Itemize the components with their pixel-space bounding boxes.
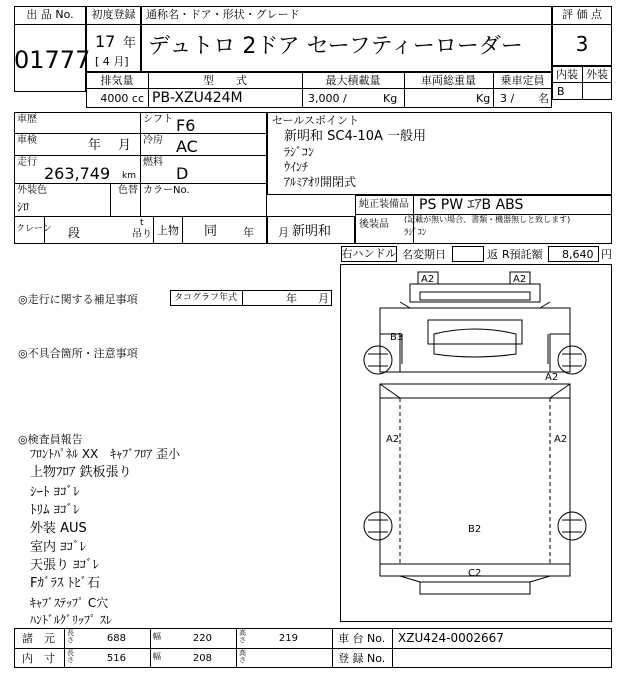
aftermarket-label: 後装品 — [359, 219, 389, 230]
chassis-number: XZU424-0002667 — [398, 631, 504, 645]
interior-dim-label: 内 寸 — [22, 652, 55, 665]
exterior-color-label: 外装色 — [17, 185, 47, 196]
recycle-label: R預託額 — [502, 248, 543, 261]
inspector-line-5: 外装 AUS — [30, 521, 87, 536]
chassis-label: 車 台 No. — [338, 632, 386, 645]
interior-length: 516 — [106, 653, 126, 664]
rear-right-wheel — [558, 512, 586, 540]
max-load-value: 3,000 / — [308, 92, 347, 105]
color-code-label: カラーNo. — [143, 185, 190, 196]
rating-score: 3 — [575, 32, 589, 56]
inspector-line-9: ｷｬﾌﾞｽﾃｯﾌﾟ C穴 — [30, 596, 109, 610]
interior-grade: B — [557, 85, 565, 98]
shaken-label: 車検 — [17, 135, 37, 146]
mileage-value: 263,749 — [44, 164, 111, 183]
aftermarket-note: (記載が無い場合、書類・機器無しと致します) — [404, 215, 571, 224]
interior-label: 内装 — [556, 68, 578, 81]
fuel-label: 燃料 — [143, 157, 163, 168]
lot-number: 01777 — [14, 46, 91, 74]
mark-front-right: A2 — [513, 274, 527, 285]
inspector-line-2: 上物ﾌﾛｱ 鉄板張り — [30, 465, 132, 480]
exterior-label: 外装 — [586, 68, 608, 81]
specs-dim-label: 諸 元 — [22, 632, 55, 645]
tacho-year-unit: 年 — [286, 292, 297, 305]
truck-damage-diagram — [340, 264, 612, 622]
shaken-year-unit: 年 — [88, 138, 102, 153]
history-label: 車歴 — [17, 114, 37, 125]
mileage-unit: km — [122, 171, 136, 181]
inspector-line-3: ｼｰﾄ ﾖｺﾞﾚ — [30, 485, 80, 500]
capacity-value: 3 / — [500, 92, 515, 105]
capacity-unit: 名 — [538, 92, 549, 105]
mileage-label: 走行 — [17, 157, 37, 168]
rear-gate — [420, 582, 530, 594]
spec-height: 219 — [278, 633, 298, 644]
equipment-label: 純正装備品 — [359, 199, 409, 210]
crane-stage: 段 — [68, 226, 81, 240]
model-label: 型 式 — [203, 74, 247, 87]
inspector-line-7: 天張り ﾖｺﾞﾚ — [30, 558, 100, 573]
fuel-value: D — [176, 164, 189, 183]
mark-cab: B3 — [390, 332, 404, 343]
height-label-1: 高さ — [239, 629, 246, 644]
front-right-wheel — [558, 346, 586, 374]
crane-t: t — [140, 218, 144, 228]
upper-label: 上物 — [157, 224, 179, 237]
inspector-line-1: ﾌﾛﾝﾄﾊﾟﾈﾙ XX ｷｬﾌﾞﾌﾛｱ 歪小 — [30, 447, 181, 461]
inspector-line-6: 室内 ﾖｺﾞﾚ — [30, 540, 87, 555]
sales-line-3: ｳｲﾝﾁ — [284, 160, 309, 174]
ac-label: 冷房 — [143, 135, 163, 146]
windshield — [434, 329, 516, 357]
crane-label: クレーン — [16, 224, 52, 234]
name-change-label: 名変期日 — [402, 248, 446, 261]
front-left-wheel — [364, 346, 392, 374]
cab-doors — [380, 334, 570, 372]
truck-bed — [380, 384, 570, 576]
bumper-inner — [420, 292, 530, 300]
aftermarket-value: ﾗｼﾞｺﾝ — [404, 228, 427, 238]
length-label-1: 長さ — [67, 629, 74, 644]
registration-label: 登 録 No. — [338, 652, 386, 665]
shift-value: F6 — [176, 116, 196, 135]
mark-side-left: A2 — [386, 434, 400, 445]
height-label-2: 高さ — [239, 649, 246, 664]
lot-number-label: 出 品 No. — [26, 8, 74, 21]
defects-label: ◎不具合箇所・注意事項 — [18, 347, 138, 360]
shift-label: シフト — [143, 114, 173, 125]
upper-same: 同 — [204, 224, 218, 239]
ac-value: AC — [176, 137, 198, 156]
return-label: 返 — [487, 248, 498, 261]
front-bumper — [410, 284, 540, 302]
sales-line-1: 新明和 SC4-10A 一般用 — [284, 129, 426, 144]
model-value: PB-XZU424M — [152, 90, 243, 106]
gross-weight-label: 車両総重量 — [421, 74, 476, 87]
max-load-label: 最大積載量 — [325, 74, 381, 87]
car-name: デュトロ 2ドア セーフティーローダー — [148, 34, 523, 59]
mark-front-left: A2 — [421, 274, 435, 285]
interior-width: 208 — [192, 653, 212, 664]
exterior-color-value: ｼﾛ — [17, 200, 30, 214]
capacity-label: 乗車定員 — [500, 74, 545, 87]
gross-weight-unit: Kg — [476, 92, 491, 105]
sales-line-2: ﾗｼﾞｺﾝ — [284, 145, 315, 159]
yen-label: 円 — [601, 248, 612, 261]
tacho-label: タコグラフ年式 — [174, 293, 238, 303]
spec-width: 220 — [192, 633, 212, 644]
length-label-2: 長さ — [67, 649, 74, 664]
rhd-label: 右ハンドル — [341, 247, 397, 260]
equipment-value: PS PW ｴｱB ABS — [419, 197, 524, 213]
mark-side-right: A2 — [554, 434, 568, 445]
inspector-label: ◎検査員報告 — [18, 433, 83, 446]
spec-length: 688 — [106, 633, 126, 644]
mark-bed: B2 — [468, 524, 482, 535]
sales-point-label: セールスポイント — [272, 114, 360, 127]
max-load-unit: Kg — [383, 92, 398, 105]
tacho-month-unit: 月 — [318, 292, 329, 305]
rating-label: 評 価 点 — [562, 8, 602, 21]
width-label-2: 幅 — [153, 652, 161, 661]
cab-outline — [380, 308, 570, 372]
name-change-box — [452, 246, 484, 262]
car-name-label: 通称名・ドア・形状・グレード — [146, 8, 300, 21]
inspector-line-10: ﾊﾝﾄﾞﾙｸﾞﾘｯﾌﾟ ｽﾚ — [30, 613, 112, 627]
first-registration-month: [ 4 月] — [95, 55, 129, 68]
first-registration-year-unit: 年 — [123, 36, 137, 51]
width-label-1: 幅 — [153, 632, 161, 641]
upper-month-unit: 月 — [278, 226, 289, 239]
supplement-label: ◎走行に関する補足事項 — [18, 293, 138, 306]
mark-door-right: A2 — [545, 372, 559, 383]
inspector-line-8: Fｶﾞﾗｽ ﾄﾋﾞ石 — [30, 576, 101, 591]
displacement-label: 排気量 — [100, 74, 134, 87]
recycle-amount: 8,640 — [562, 248, 594, 261]
displacement-value: 4000 cc — [100, 92, 144, 105]
inspector-line-4: ﾄﾘﾑ ﾖｺﾞﾚ — [30, 503, 80, 518]
first-registration-year: 17 — [95, 32, 116, 51]
rear-left-wheel — [364, 512, 392, 540]
color-change-label: 色替 — [118, 185, 138, 196]
crane-hoist: 吊り — [132, 229, 152, 240]
shaken-month-unit: 月 — [118, 138, 132, 153]
upper-year-unit: 年 — [243, 226, 254, 239]
upper-maker: 新明和 — [292, 224, 332, 239]
sales-line-4: ｱﾙﾐｱｵﾘ開閉式 — [284, 175, 357, 189]
first-registration-label: 初度登録 — [91, 8, 136, 21]
mark-rear: C2 — [468, 568, 482, 579]
